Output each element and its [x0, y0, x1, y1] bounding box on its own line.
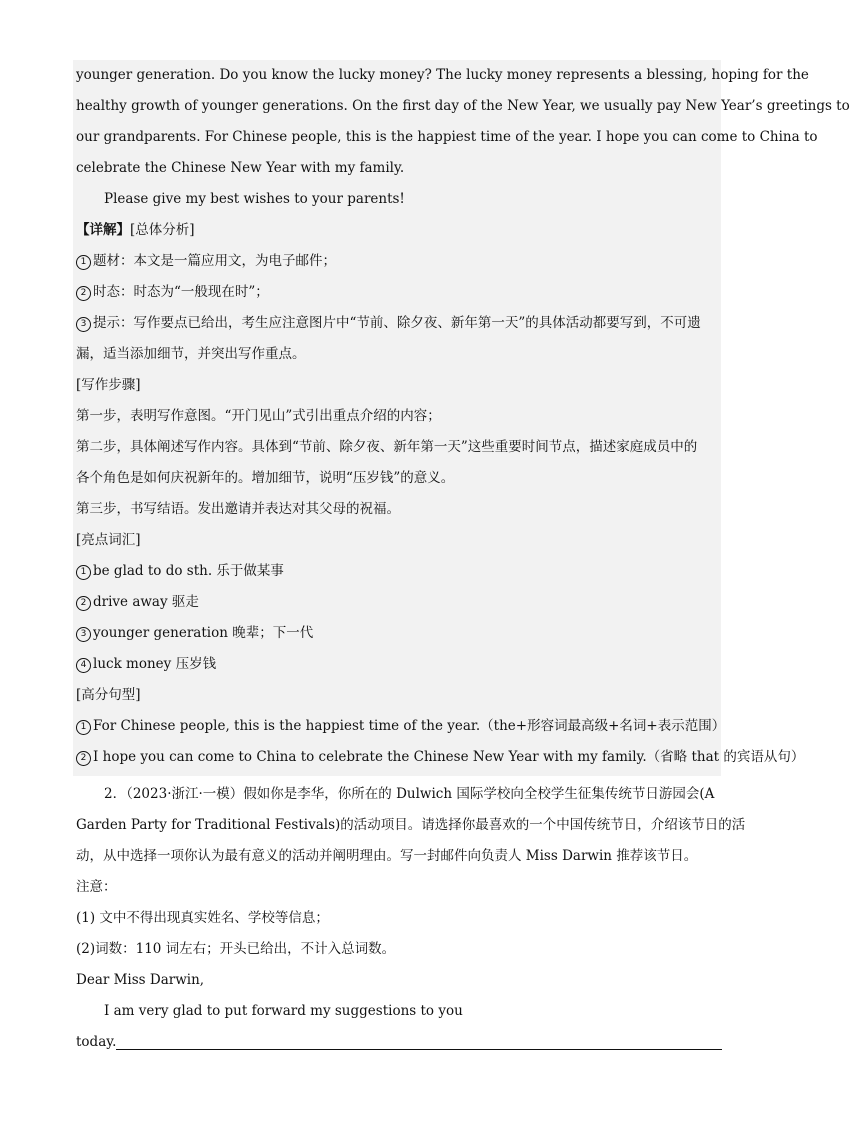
analysis-item [76, 277, 721, 308]
analysis-item-text: 时态：时态为“一般现在时”； [93, 284, 269, 300]
analysis-title: [总体分析] [130, 222, 195, 238]
letter-opening: I am very glad to put forward my suggestions to you [104, 1003, 463, 1019]
answer-blank-line[interactable] [116, 1035, 722, 1050]
essay-line: younger generation. Do you know the lucky money? The lucky money represents a blessing, hoping for the [76, 67, 809, 83]
number-badge: 2 [76, 596, 91, 611]
essay-line: healthy growth of younger generations. On the first day of the New Year, we usually pay New Year’s greetings to [76, 98, 850, 114]
sentences-title: [高分句型] [76, 687, 141, 703]
step-1: 第一步，表明写作意图。“开门见山”式引出重点介绍的内容； [76, 408, 441, 424]
number-badge: 4 [76, 658, 91, 673]
number-badge: 1 [76, 255, 91, 270]
essay-line: our grandparents. For Chinese people, this is the happiest time of the year. I hope you can come to China to [76, 129, 818, 145]
sentence-item-text: For Chinese people, this is the happiest time of the year.（the+形容词最高级+名词+表示范围） [93, 718, 726, 734]
detail-label: 【详解】 [76, 222, 130, 238]
step-2: 第二步，具体阐述写作内容。具体到“节前、除夕夜、新年第一天”这些重要时间节点，描述家庭成员中的 [76, 439, 698, 455]
question-2-line: 2．（2023·浙江·一模）假如你是李华，你所在的 Dulwich 国际学校向全校学生征集传统节日游园会(A [104, 786, 715, 802]
number-badge: 2 [76, 286, 91, 301]
analysis-item [76, 308, 721, 339]
question-2-line: Garden Party for Traditional Festivals)的活动项目。请选择你最喜欢的一个中国传统节日，介绍该节日的活 [76, 817, 746, 833]
vocab-item-text: drive away 驱走 [93, 594, 199, 610]
essay-closing: Please give my best wishes to your parents! [104, 191, 405, 207]
analysis-item-continuation: 漏，适当添加细节，并突出写作重点。 [76, 346, 306, 362]
step-3: 第三步，书写结语。发出邀请并表达对其父母的祝福。 [76, 501, 400, 517]
number-badge: 3 [76, 317, 91, 332]
sentence-item [76, 742, 805, 773]
vocab-item [76, 556, 721, 587]
vocab-item-text: luck money 压岁钱 [93, 656, 217, 672]
analysis-item-text: 提示：写作要点已给出，考生应注意图片中“节前、除夕夜、新年第一天”的具体活动都要写到，不可遗 [93, 315, 701, 331]
note-2: (2)词数：110 词左右；开头已给出，不计入总词数。 [76, 941, 396, 957]
number-badge: 1 [76, 565, 91, 580]
vocab-item [76, 649, 721, 680]
step-2-continuation: 各个角色是如何庆祝新年的。增加细节，说明“压岁钱”的意义。 [76, 470, 455, 486]
today-text: today. [76, 1034, 117, 1050]
analysis-item-text: 题材：本文是一篇应用文，为电子邮件； [93, 253, 336, 269]
number-badge: 1 [76, 720, 91, 735]
note-1: (1) 文中不得出现真实姓名、学校等信息； [76, 910, 329, 926]
number-badge: 3 [76, 627, 91, 642]
analysis-heading [76, 215, 721, 246]
letter-answer-line [76, 1027, 721, 1058]
vocab-item-text: younger generation 晚辈；下一代 [93, 625, 314, 641]
vocab-item-text: be glad to do sth. 乐于做某事 [93, 563, 284, 579]
steps-title: [写作步骤] [76, 377, 141, 393]
vocab-item [76, 587, 721, 618]
sentence-item [76, 711, 726, 742]
sentence-item-text: I hope you can come to China to celebrate the Chinese New Year with my family.（省略 that 的宾语从句） [93, 749, 805, 765]
vocab-title: [亮点词汇] [76, 532, 141, 548]
number-badge: 2 [76, 751, 91, 766]
note-title: 注意： [76, 879, 117, 895]
letter-greeting: Dear Miss Darwin, [76, 972, 205, 988]
analysis-item [76, 246, 721, 277]
question-2-line: 动，从中选择一项你认为最有意义的活动并阐明理由。写一封邮件向负责人 Miss Darwin 推荐该节日。 [76, 848, 698, 864]
vocab-item [76, 618, 721, 649]
essay-line: celebrate the Chinese New Year with my family. [76, 160, 405, 176]
